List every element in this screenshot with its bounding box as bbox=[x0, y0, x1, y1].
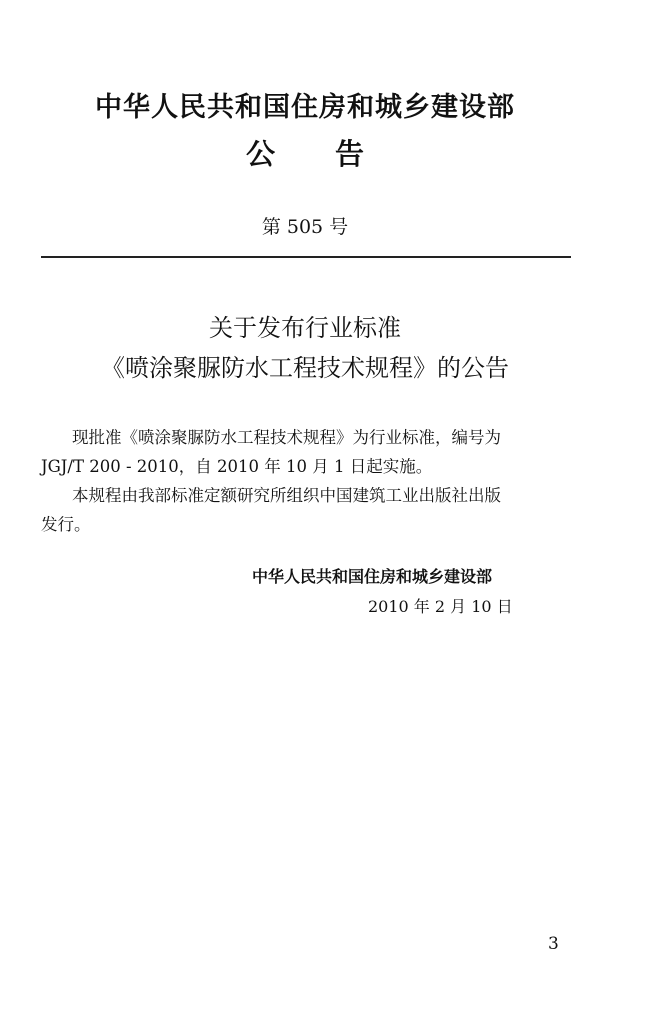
notice-number: 第 505 号 bbox=[261, 216, 349, 238]
notice-heading bbox=[0, 134, 610, 174]
ministry-title: 中华人民共和国住房和城乡建设部 bbox=[95, 92, 515, 123]
signature-date: 2010 年 2 月 10 日 bbox=[368, 597, 513, 616]
header-divider bbox=[41, 256, 571, 258]
subject-title-line-1: 关于发布行业标准 bbox=[209, 314, 401, 342]
body-text-line-4: 发行。 bbox=[41, 515, 91, 534]
notice-heading-char-2: 告 bbox=[335, 137, 365, 171]
notice-heading-char-1: 公 bbox=[245, 137, 275, 171]
body-text-line-3: 本规程由我部标准定额研究所组织中国建筑工业出版社出版 bbox=[72, 486, 501, 505]
subject-title-line-2: 《喷涂聚脲防水工程技术规程》的公告 bbox=[101, 354, 509, 382]
signature-issuer: 中华人民共和国住房和城乡建设部 bbox=[252, 567, 493, 586]
page-number: 3 bbox=[548, 934, 559, 954]
body-text-line-2: JGJ/T 200 - 2010，自 2010 年 10 月 1 日起实施。 bbox=[41, 457, 433, 476]
body-text-line-1: 现批准《喷涂聚脲防水工程技术规程》为行业标准，编号为 bbox=[72, 428, 501, 447]
